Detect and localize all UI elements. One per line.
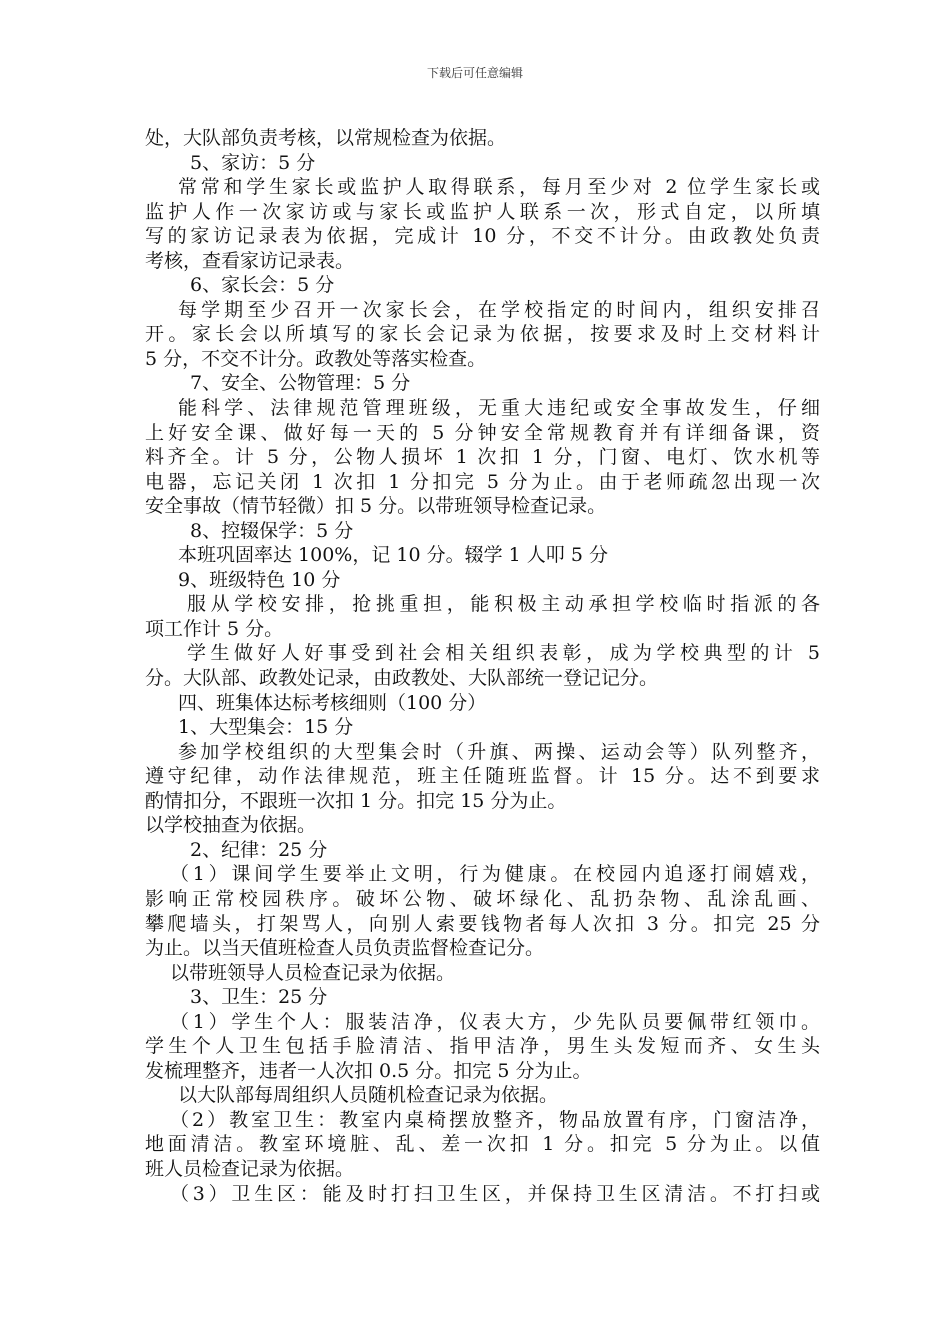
text-line: （1）课间学生要举止文明，行为健康。在校园内追逐打闹嬉戏， — [170, 863, 820, 886]
text-line: 9、班级特色 10 分 — [178, 568, 341, 591]
text-line: 上好安全课、做好每一天的 5 分钟安全常规教育并有详细备课，资 — [145, 421, 820, 444]
text-line: 地面清洁。教室环境脏、乱、差一次扣 1 分。扣完 5 分为止。以值 — [145, 1133, 820, 1156]
text-line: 四、班集体达标考核细则（100 分） — [178, 691, 487, 714]
text-line: 为止。以当天值班检查人员负责监督检查记分。 — [145, 937, 545, 960]
text-line: 监护人作一次家访或与家长或监护人联系一次，形式自定，以所填 — [145, 200, 820, 223]
text-line: 以大队部每周组织人员随机检查记录为依据。 — [178, 1084, 559, 1107]
text-line: 学生做好人好事受到社会相关组织表彰，成为学校典型的计 5 — [187, 642, 820, 665]
text-line: 写的家访记录表为依据，完成计 10 分，不交不计分。由政教处负责 — [145, 225, 820, 248]
text-line: 常常和学生家长或监护人取得联系，每月至少对 2 位学生家长或 — [178, 176, 820, 199]
text-line: 影响正常校园秩序。破坏公物、破坏绿化、乱扔杂物、乱涂乱画、 — [145, 887, 820, 910]
text-line: 班人员检查记录为依据。 — [145, 1157, 355, 1180]
text-line: 8、控辍保学：5 分 — [190, 519, 354, 542]
text-line: 本班巩固率达 100%，记 10 分。辍学 1 人叩 5 分 — [178, 544, 608, 567]
text-line: 每学期至少召开一次家长会，在学校指定的时间内，组织安排召 — [178, 298, 820, 321]
text-line: （3）卫生区：能及时打扫卫生区，并保持卫生区清洁。不打扫或 — [170, 1182, 820, 1205]
text-line: 5、家访：5 分 — [190, 151, 316, 174]
page-header: 下载后可任意编辑 — [426, 66, 523, 80]
text-line: 发梳理整齐，违者一人次扣 0.5 分。扣完 5 分为止。 — [145, 1059, 592, 1082]
text-line: 学生个人卫生包括手脸清洁、指甲洁净，男生头发短而齐、女生头 — [145, 1035, 820, 1058]
document-body — [145, 126, 820, 1206]
text-line: 安全事故（情节轻微）扣 5 分。以带班领导检查记录。 — [145, 495, 607, 518]
text-line: 服从学校安排，抢挑重担，能积极主动承担学校临时指派的各 — [187, 593, 820, 616]
text-line: 1、大型集会：15 分 — [178, 716, 354, 739]
text-line: 遵守纪律，动作法律规范，班主任随班监督。计 15 分。达不到要求 — [145, 765, 820, 788]
text-line: 处，大队部负责考核，以常规检查为依据。 — [145, 127, 507, 149]
text-line: 项工作计 5 分。 — [145, 617, 284, 640]
text-line: 攀爬墙头，打架骂人，向别人索要钱物者每人次扣 3 分。扣完 25 分 — [145, 912, 820, 935]
text-line: 7、安全、公物管理：5 分 — [190, 372, 411, 395]
text-line: （2）教室卫生：教室内桌椅摆放整齐，物品放置有序，门窗洁净， — [170, 1108, 820, 1131]
text-line: 参加学校组织的大型集会时（升旗、两操、运动会等）队列整齐， — [178, 740, 820, 763]
text-line: 能科学、法律规范管理班级，无重大违纪或安全事故发生，仔细 — [178, 397, 820, 420]
text-line: （1）学生个人：服装洁净，仪表大方，少先队员要佩带红领巾。 — [170, 1010, 820, 1033]
text-line: 分。大队部、政教处记录，由政教处、大队部统一登记记分。 — [145, 667, 659, 690]
text-line: 电器，忘记关闭 1 次扣 1 分扣完 5 分为止。由于老师疏忽出现一次 — [145, 470, 820, 493]
text-line: 6、家长会：5 分 — [190, 274, 335, 297]
text-line: 开。家长会以所填写的家长会记录为依据，按要求及时上交材料计 — [145, 323, 820, 346]
text-line: 考核，查看家访记录表。 — [145, 249, 355, 272]
text-line: 3、卫生：25 分 — [190, 986, 328, 1009]
text-line: 5 分，不交不计分。政教处等落实检查。 — [145, 347, 487, 370]
text-line: 酌情扣分，不跟班一次扣 1 分。扣完 15 分为止。 — [145, 789, 567, 812]
text-line: 以学校抽查为依据。 — [145, 814, 317, 837]
text-line: 以带班领导人员检查记录为依据。 — [170, 961, 456, 984]
text-line: 2、纪律：25 分 — [190, 838, 328, 861]
text-line: 料齐全。计 5 分，公物人损坏 1 次扣 1 分，门窗、电灯、饮水机等 — [145, 446, 820, 469]
